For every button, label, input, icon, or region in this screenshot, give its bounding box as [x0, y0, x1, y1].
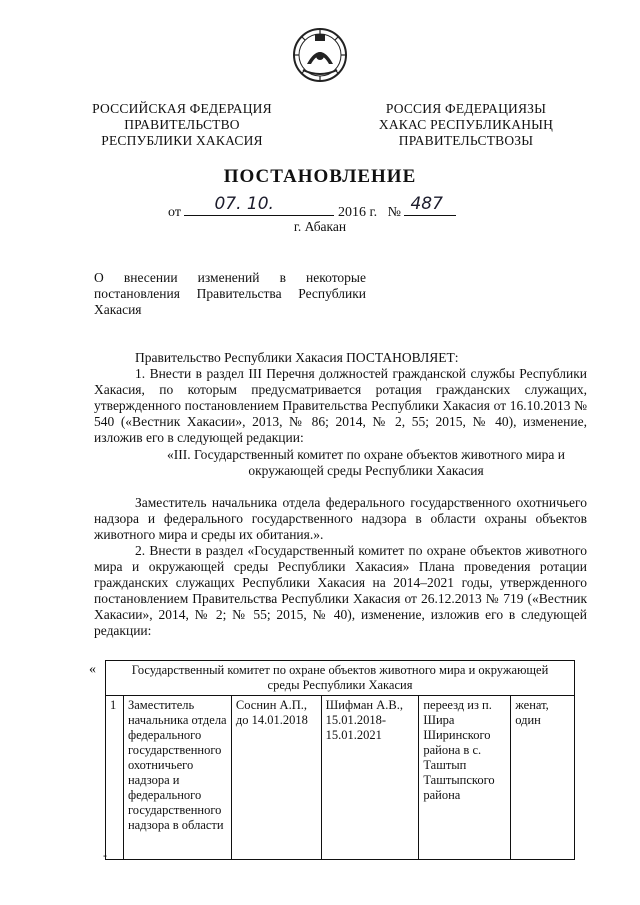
subject: [94, 270, 366, 318]
number-label: №: [387, 205, 401, 220]
header-right-line: РОССИЯ ФЕДЕРАЦИЯЗЫ: [385, 101, 547, 116]
rotation-table: [105, 660, 575, 860]
table-row: [106, 696, 575, 860]
subject-line: Хакасия: [94, 302, 142, 317]
cell-relocation: переезд из п. Шира Ширинского района в с. Таштып Таштыпского района: [419, 696, 511, 860]
header-left: [82, 101, 282, 149]
paragraph-section-title: «III. Государственный комитет по охране объектов животного мира и окружающей среды Республики Хакасия: [166, 447, 566, 478]
city: г. Абакан: [293, 219, 347, 234]
date-number-line: [168, 194, 456, 221]
header-right-line: ПРАВИТЕЛЬСТВОЗЫ: [398, 133, 534, 148]
date-prefix: от: [168, 205, 181, 220]
cell-position: Заместитель начальника отдела федерального государственного охотничьего надзора и федерального государственного надзора в области: [123, 696, 231, 860]
subject-line: постановления Правительства Республики: [94, 286, 366, 301]
cell-family-status: женат, один: [511, 696, 575, 860]
number-field: [404, 194, 456, 216]
paragraph-preamble: Правительство Республики Хакасия ПОСТАНОВЛЯЕТ:: [135, 350, 459, 365]
subject-line: О внесении изменений в некоторые: [94, 270, 366, 285]
table-header-row: [106, 661, 575, 696]
header-right-line: ХАКАС РЕСПУБЛИКАНЫҢ: [378, 117, 554, 132]
coat-of-arms-icon: [289, 26, 351, 84]
document-title: ПОСТАНОВЛЕНИЕ: [223, 166, 417, 187]
paragraph-item-2: 2. Внести в раздел «Государственный комитет по охране объектов животного мира и окружающей среды Республики Хакасия» Плана проведения ротации гражданских служащих Республики Хакасия на 2014–2021 годы, утвержденного постановлением Правительства Республики Хакасия от 26.12.2013 № 719 («Вестник Хакасии», 2014, № 2; № 55; 2015, № 40), изменение, изложив его в следующей редакции:: [94, 543, 587, 638]
number-handwritten: 487: [410, 194, 443, 214]
table-open-quote: «: [89, 662, 96, 677]
year-label: 2016 г.: [337, 205, 378, 220]
header-left-line: РЕСПУБЛИКИ ХАКАСИЯ: [101, 133, 263, 148]
cell-successor: Шифман А.В., 15.01.2018-15.01.2021: [321, 696, 419, 860]
cell-current-holder: Соснин А.П., до 14.01.2018: [231, 696, 321, 860]
cell-number: 1: [106, 696, 124, 860]
paragraph-position: Заместитель начальника отдела федерального государственного охотничьего надзора и федерального государственного надзора в области охраны объектов животного мира и среды их обитания.».: [94, 495, 587, 542]
header-right: [360, 101, 572, 149]
footer-dash: -: [103, 848, 107, 862]
header-left-line: РОССИЙСКАЯ ФЕДЕРАЦИЯ: [92, 101, 272, 116]
paragraph-item-1: 1. Внести в раздел III Перечня должностей гражданской службы Республики Хакасия, по которым предусматривается ротация гражданских служащих, утвержденного постановлением Правительства Республики Хакасия от 16.10.2013 № 540 («Вестник Хакасии», 2013, № 86; 2014, № 2, 55; 2015, № 40), изменение, изложив его в следующей редакции:: [94, 366, 587, 445]
header-left-line: ПРАВИТЕЛЬСТВО: [124, 117, 240, 132]
date-handwritten: 07. 10.: [214, 194, 274, 214]
date-field: [184, 194, 334, 216]
table-header: Государственный комитет по охране объектов животного мира и окружающей среды Республики Хакасия: [106, 661, 575, 696]
